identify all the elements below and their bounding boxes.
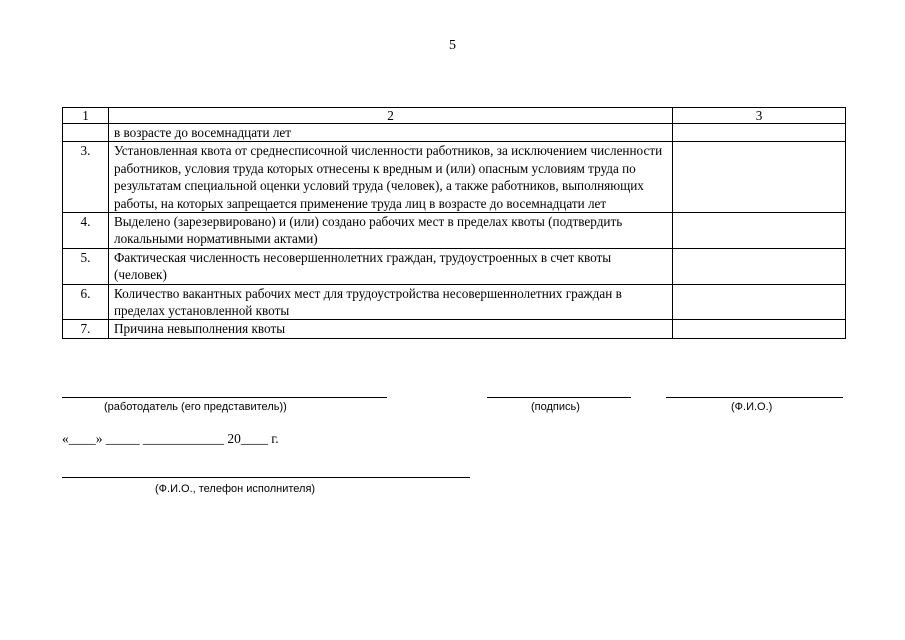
row-number [63,124,109,142]
quota-table [62,107,846,339]
row-value-cell[interactable] [673,248,846,284]
row-text: Фактическая численность несовершеннолетних граждан, трудоустроенных в счет квоты (человек) [109,248,673,284]
row-number: 4. [63,213,109,249]
table-row [63,213,846,249]
employer-caption: (работодатель (его представитель)) [104,401,287,413]
signature-line[interactable] [487,397,631,398]
row-number: 5. [63,248,109,284]
page-number: 5 [449,38,456,53]
signature-caption: (подпись) [531,401,580,413]
row-text: Количество вакантных рабочих мест для трудоустройства несовершеннолетних граждан в пределах установленной квоты [109,284,673,320]
executor-line[interactable] [62,477,470,478]
table-row [63,142,846,213]
row-value-cell[interactable] [673,320,846,338]
row-number: 7. [63,320,109,338]
row-text: Причина невыполнения квоты [109,320,673,338]
row-text: в возрасте до восемнадцати лет [109,124,673,142]
table-row [63,248,846,284]
table-row [63,124,846,142]
row-number: 6. [63,284,109,320]
row-text: Установленная квота от среднесписочной численности работников, за исключением численности работников, условия труда которых отнесены к вредным и (или) опасным условиям труда по результатам специальной оценки условий труда (человек), а также работников, выполняющих работы, на которых запрещается применение труда лиц в возрасте до восемнадцати лет [109,142,673,213]
row-value-cell[interactable] [673,124,846,142]
date-line[interactable]: «____» _____ ____________ 20____ г. [62,431,279,446]
table-row [63,320,846,338]
row-value-cell[interactable] [673,284,846,320]
row-value-cell[interactable] [673,213,846,249]
table-row [63,284,846,320]
header-col-3: 3 [673,108,846,124]
fio-line[interactable] [666,397,843,398]
fio-caption: (Ф.И.О.) [731,401,773,413]
employer-signature-line[interactable] [62,397,387,398]
row-value-cell[interactable] [673,142,846,213]
executor-caption: (Ф.И.О., телефон исполнителя) [155,483,316,495]
header-col-1: 1 [63,108,109,124]
row-number: 3. [63,142,109,213]
table-header-row [63,108,846,124]
header-col-2: 2 [109,108,673,124]
row-text: Выделено (зарезервировано) и (или) создано рабочих мест в пределах квоты (подтвердить локальными нормативными актами) [109,213,673,249]
